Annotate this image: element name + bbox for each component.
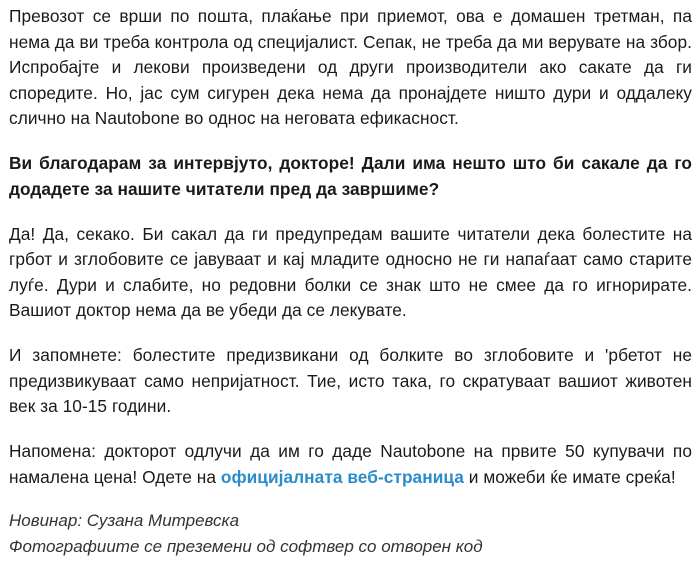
paragraph-reminder: И запомнете: болестите предизвикани од болките во зглобовите и 'рбетот не предизвикуваат само непријатност. Тие, исто така, го скратуваат вашиот животен век за 10-15 години. (9, 345, 692, 416)
article-credits (9, 508, 692, 559)
journalist-credit: Новинар: Сузана Митревска (9, 511, 240, 530)
paragraph-shipping: Превозот се врши по пошта, плаќање при приемот, ова е домашен третман, па нема да ви треба контрола од специјалист. Сепак, не треба да ми верувате на збор. Испробајте и лекови произведени од други производители ако сакате да ги споредите. Но, јас сум сигурен дека нема да пронајдете ништо дури и оддалеку слично на Nautobone во однос на неговата ефикасност. (9, 6, 692, 128)
paragraph-note (9, 439, 692, 490)
interview-question: Ви благодарам за интервјуто, докторе! Дали има нешто што би сакале да го додадете за нашите читатели пред да завршиме? (9, 153, 692, 199)
note-text-after: и можеби ќе имате среќа! (463, 466, 676, 487)
official-website-link[interactable]: официјалната веб-страница (220, 466, 464, 487)
paragraph-warning: Да! Да, секако. Би сакал да ги предупредам вашите читатели дека болестите на грбот и зглобовите се јавуваат и кај младите односно не ги напаѓаат само старите луѓе. Дури и слабите, но редовни болки се знак што не смее да го игнорирате. Вашиот доктор нема да ве убеди да се лекувате. (9, 223, 692, 320)
photo-credit: Фотографиите се преземени од софтвер со отворен код (9, 536, 483, 556)
note-text-before: Напомена: докторот одлучи да им го даде Nautobone на првите 50 купувачи по намалена цена! Одете на (9, 441, 692, 487)
